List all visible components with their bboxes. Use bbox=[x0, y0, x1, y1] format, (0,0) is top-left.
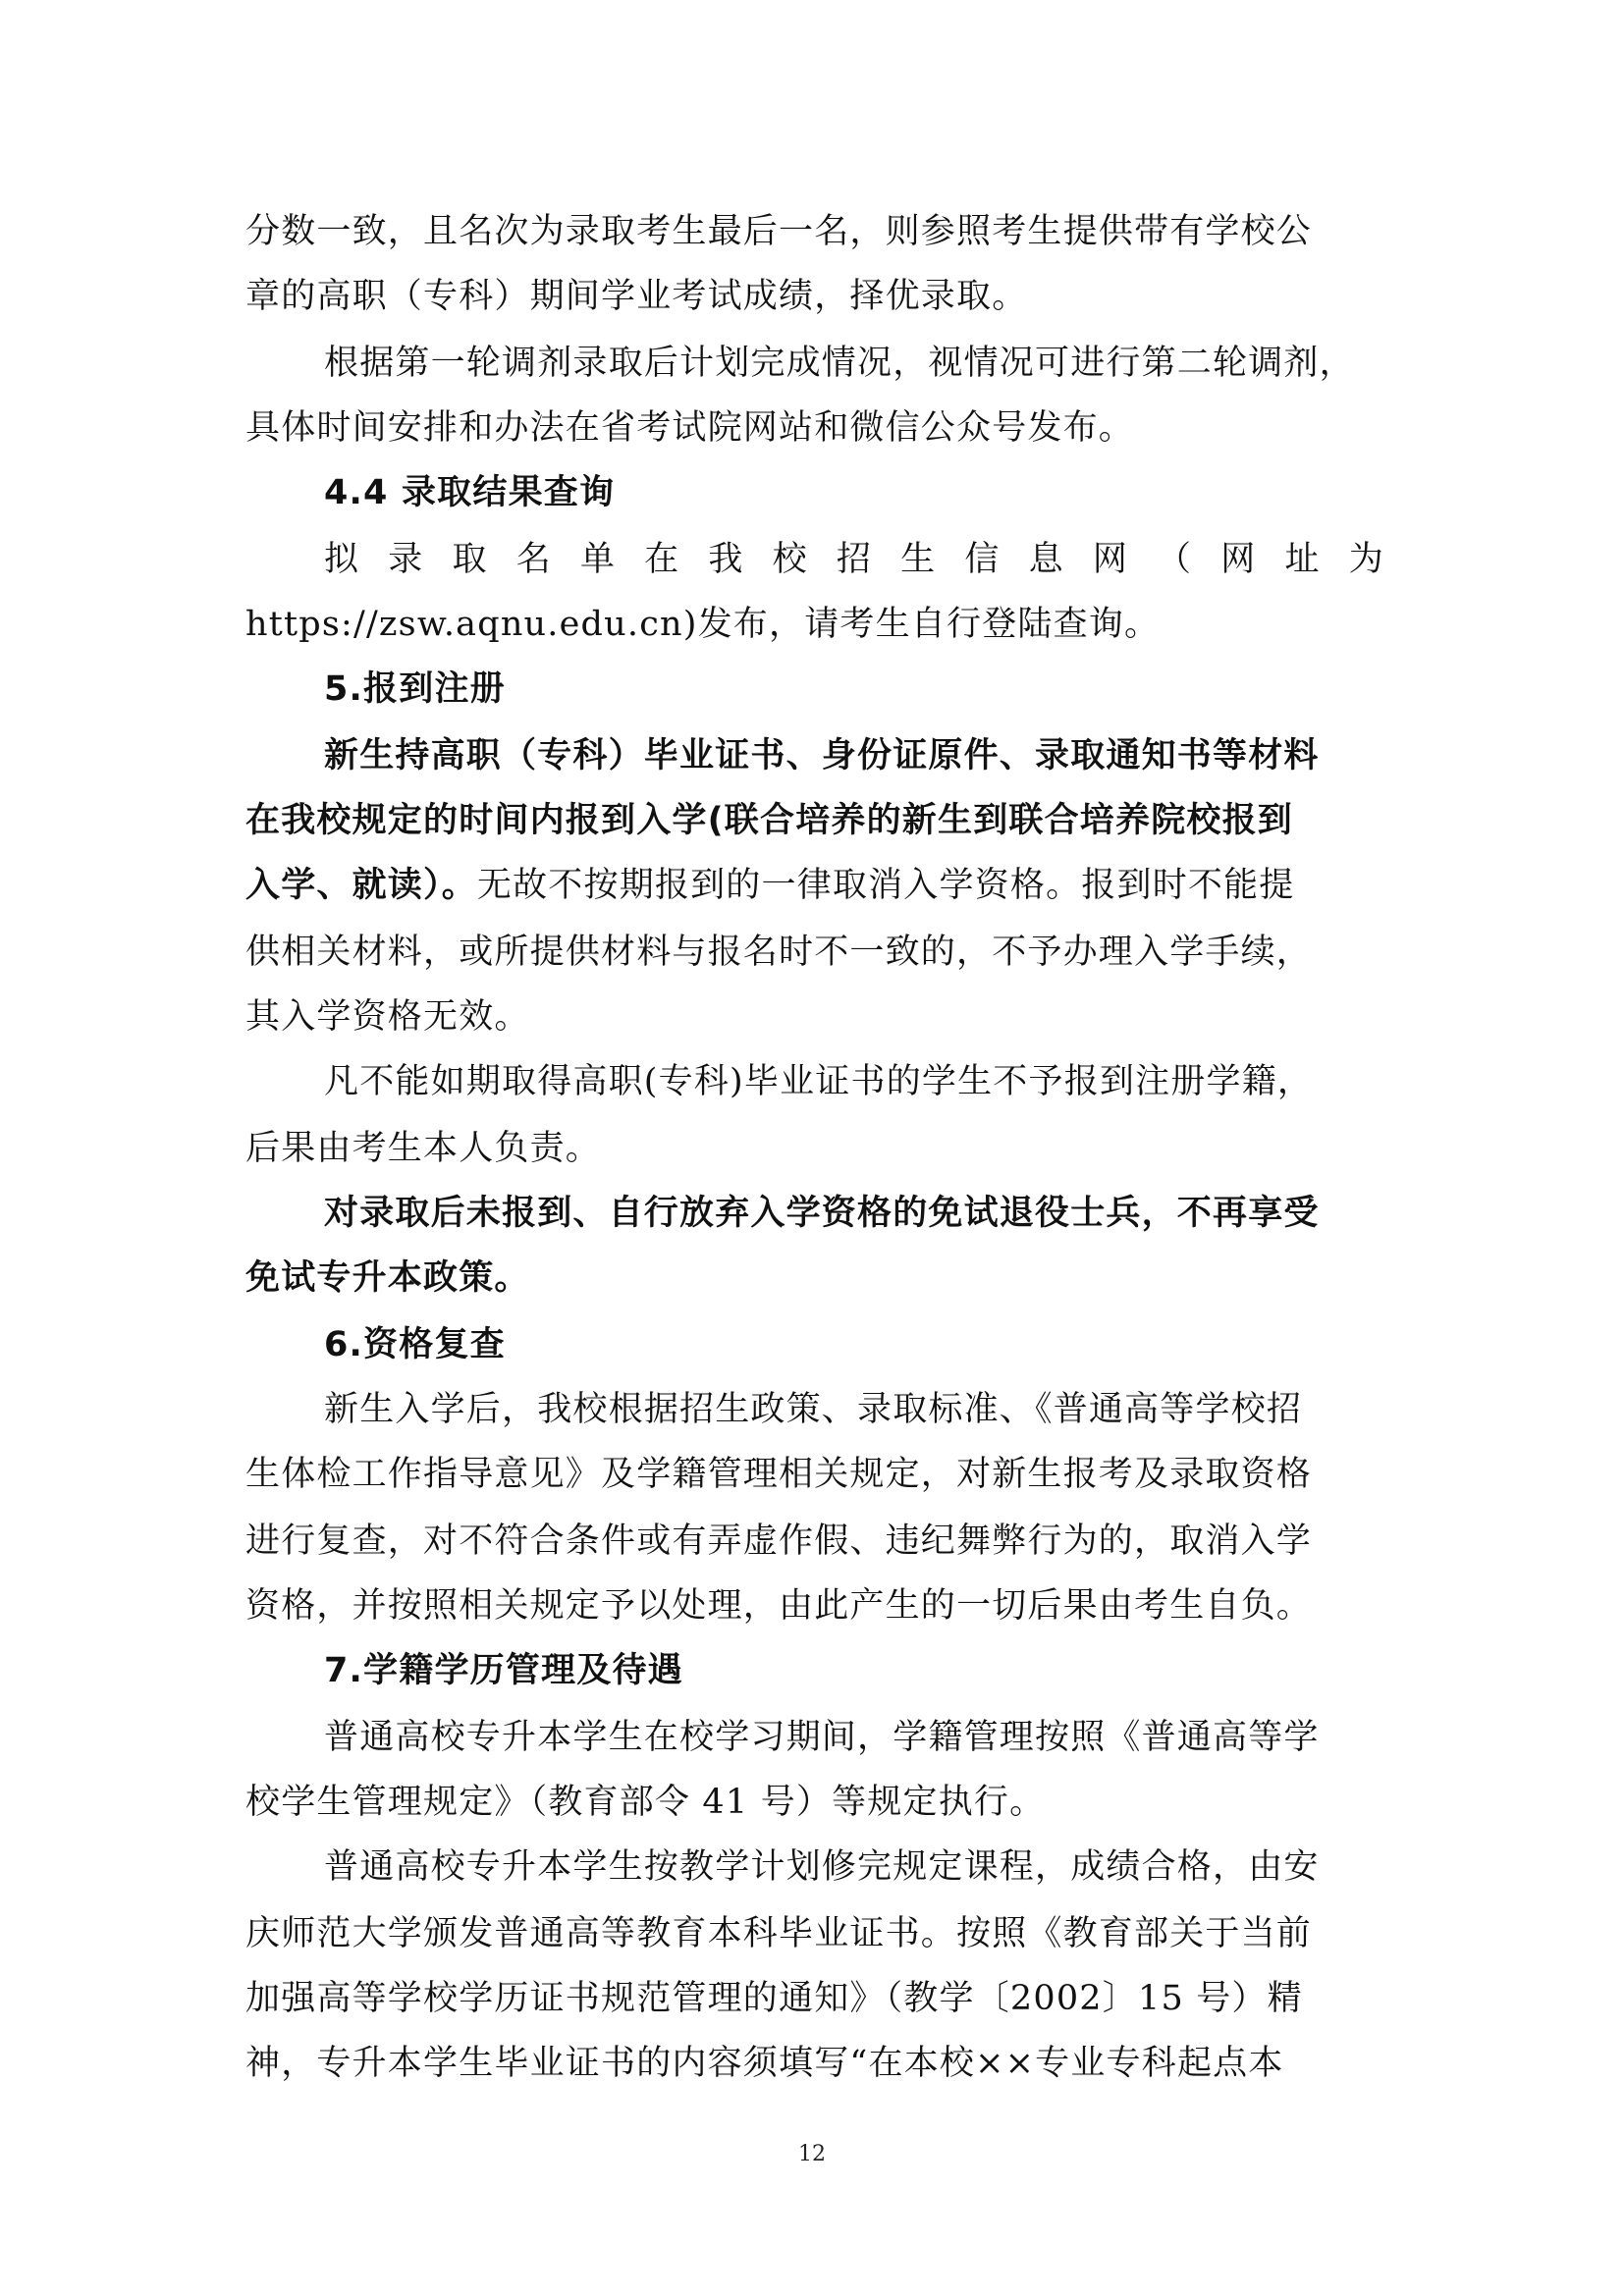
page-number: 12 bbox=[798, 2142, 826, 2166]
char: 拟 bbox=[324, 540, 360, 579]
char: 校 bbox=[772, 540, 808, 579]
bold-span: 入学、就读）。 bbox=[245, 866, 477, 905]
char: 招 bbox=[836, 540, 873, 579]
paragraph-line: 进行复查，对不符合条件或有弄虚作假、违纪舞弊行为的，取消入学 bbox=[245, 1522, 1313, 1561]
paragraph-line-spread bbox=[324, 540, 1384, 579]
char: 录 bbox=[388, 540, 424, 579]
paragraph-line: 神，专升本学生毕业证书的内容须填写“在本校××专业专科起点本 bbox=[245, 2044, 1284, 2083]
paragraph-line: 分数一致，且名次为录取考生最后一名，则参照考生提供带有学校公 bbox=[245, 212, 1313, 251]
char: 为 bbox=[1348, 540, 1384, 579]
char: 址 bbox=[1284, 540, 1321, 579]
char: 生 bbox=[900, 540, 937, 579]
char: 息 bbox=[1028, 540, 1064, 579]
char: 网 bbox=[1092, 540, 1129, 579]
paragraph-line: 后果由考生本人负责。 bbox=[245, 1129, 602, 1168]
paragraph-line: 加强高等学校学历证书规范管理的通知》（教学〔2002〕15 号）精 bbox=[245, 1979, 1303, 2018]
char: 名 bbox=[515, 540, 552, 579]
paragraph-line: 具体时间安排和办法在省考试院网站和微信公众号发布。 bbox=[245, 408, 1135, 448]
mixed-paragraph-line bbox=[245, 866, 1295, 905]
section-heading-6: 6.资格复查 bbox=[324, 1325, 506, 1364]
paragraph-line: 凡不能如期取得高职(专科)毕业证书的学生不予报到注册学籍， bbox=[324, 1062, 1314, 1101]
paragraph-line: 章的高职（专科）期间学业考试成绩，择优录取。 bbox=[245, 277, 1028, 316]
paragraph-line: 校学生管理规定》（教育部令 41 号）等规定执行。 bbox=[245, 1783, 1046, 1822]
paragraph-line: 其入学资格无效。 bbox=[245, 997, 530, 1037]
char: （ bbox=[1157, 540, 1193, 579]
paragraph-line: 资格，并按照相关规定予以处理，由此产生的一切后果由考生自负。 bbox=[245, 1586, 1313, 1626]
section-heading-5: 5.报到注册 bbox=[324, 669, 506, 709]
paragraph-line: 生体检工作指导意见》及学籍管理相关规定，对新生报考及录取资格 bbox=[245, 1455, 1313, 1494]
paragraph-line: 供相关材料，或所提供材料与报名时不一致的，不予办理入学手续， bbox=[245, 933, 1313, 972]
paragraph-line: 庆师范大学颁发普通高等教育本科毕业证书。按照《教育部关于当前 bbox=[245, 1914, 1313, 1953]
char: 信 bbox=[964, 540, 1001, 579]
bold-paragraph-line: 新生持高职（专科）毕业证书、身份证原件、录取通知书等材料 bbox=[324, 736, 1320, 775]
section-heading-4-4: 4.4 录取结果查询 bbox=[324, 473, 616, 512]
bold-paragraph-line: 免试专升本政策。 bbox=[245, 1258, 530, 1298]
section-heading-7: 7.学籍学历管理及待遇 bbox=[324, 1651, 683, 1690]
char: 单 bbox=[579, 540, 617, 579]
char: 取 bbox=[452, 540, 488, 579]
bold-paragraph-line: 在我校规定的时间内报到入学(联合培养的新生到联合培养院校报到 bbox=[245, 801, 1293, 840]
paragraph-line: 普通高校专升本学生按教学计划修完规定课程，成绩合格，由安 bbox=[324, 1847, 1320, 1887]
char: 网 bbox=[1220, 540, 1257, 579]
char: 我 bbox=[708, 540, 744, 579]
url-line: https://zsw.aqnu.edu.cn)发布，请考生自行登陆查询。 bbox=[245, 605, 1161, 644]
normal-span: 无故不按期报到的一律取消入学资格。报到时不能提 bbox=[476, 866, 1295, 905]
bold-paragraph-line: 对录取后未报到、自行放弃入学资格的免试退役士兵，不再享受 bbox=[324, 1194, 1320, 1233]
char: 在 bbox=[644, 540, 680, 579]
paragraph-line: 新生入学后，我校根据招生政策、录取标准、《普通高等学校招 bbox=[324, 1390, 1303, 1429]
paragraph-line: 根据第一轮调剂录取后计划完成情况，视情况可进行第二轮调剂， bbox=[324, 344, 1355, 383]
paragraph-line: 普通高校专升本学生在校学习期间，学籍管理按照《普通高等学 bbox=[324, 1718, 1320, 1757]
